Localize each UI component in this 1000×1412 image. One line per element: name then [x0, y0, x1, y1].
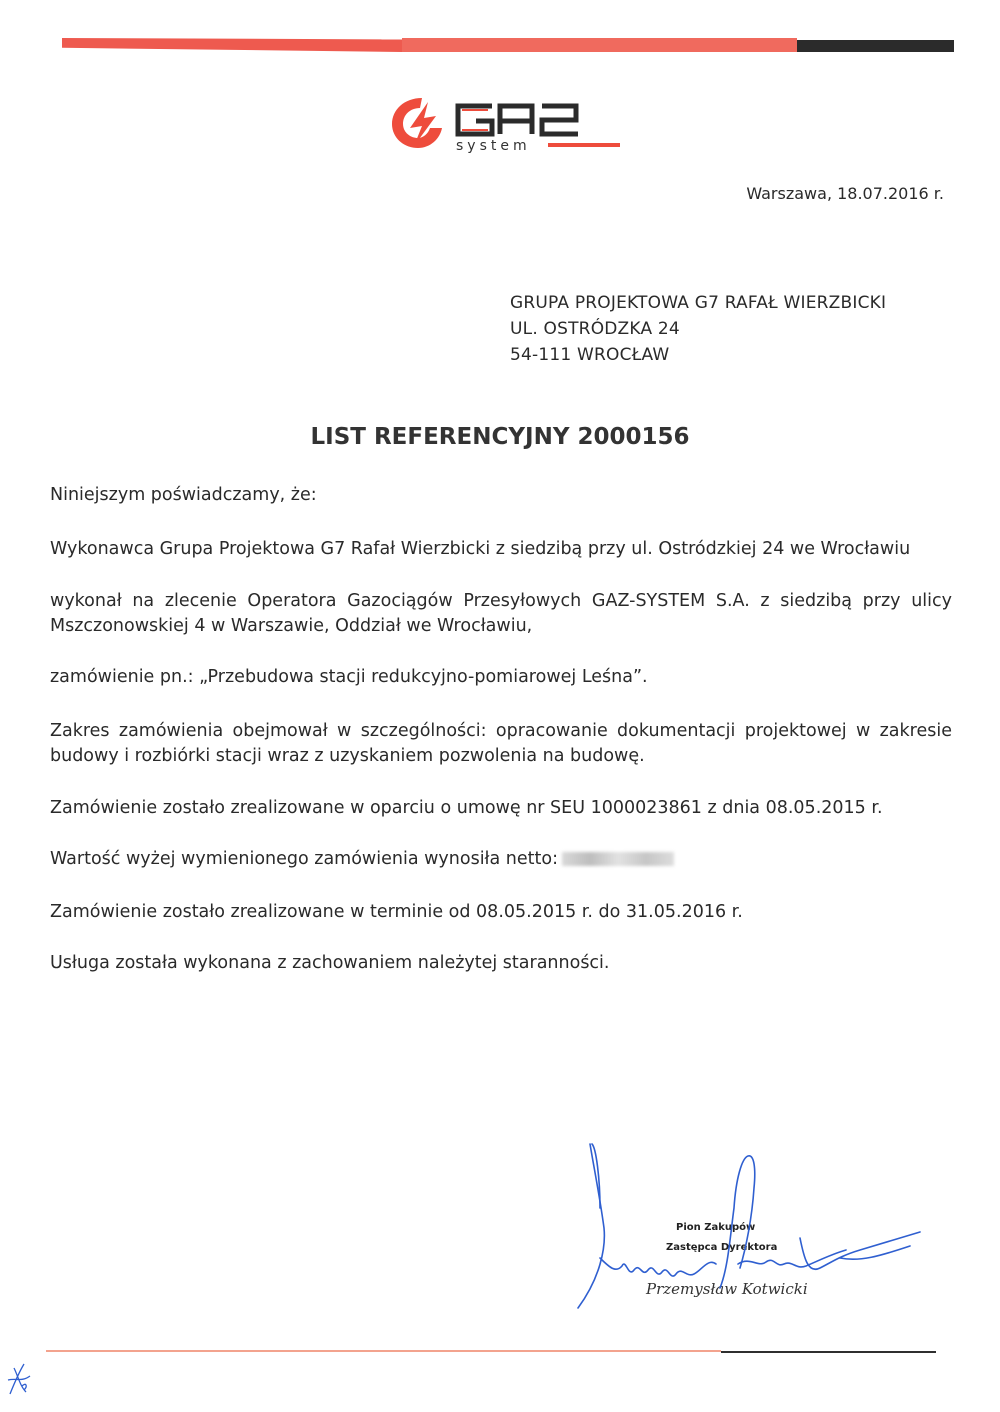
stamp-name: Przemysław Kotwicki: [646, 1280, 808, 1298]
handwritten-signature: [570, 1138, 930, 1318]
value-label: Wartość wyżej wymienionego zamówienia wynosiła netto:: [50, 849, 558, 869]
addressee-block: [510, 290, 886, 368]
document-date: Warszawa, 18.07.2016 r.: [746, 184, 944, 203]
stamp-line-1: Pion Zakupów: [676, 1222, 756, 1233]
redacted-value: [562, 852, 674, 866]
paragraph-scope: Zakres zamówienia obejmował w szczególności: opracowanie dokumentacji projektowej w zakresie budowy i rozbiórki stacji wraz z uzyskaniem pozwolenia na budowę.: [50, 721, 952, 766]
paragraph-closing: Usługa została wykonana z zachowaniem należytej staranności.: [50, 953, 610, 973]
paragraph-intro: Niniejszym poświadczamy, że:: [50, 485, 317, 505]
paragraph-order: zamówienie pn.: „Przebudowa stacji redukcyjno-pomiarowej Leśna”.: [50, 667, 648, 687]
stamp-line-2: Zastępca Dyrektora: [666, 1242, 778, 1253]
paragraph-client: wykonał na zlecenie Operatora Gazociągów Przesyłowych GAZ-SYSTEM S.A. z siedzibą przy ulicy Mszczonowskiej 4 w Warszawie, Oddział we Wrocławiu,: [50, 591, 952, 636]
gaz-system-logo: [388, 94, 624, 154]
signature-block: [570, 1138, 930, 1318]
initials-mark: [6, 1360, 32, 1396]
paragraph-value: [50, 847, 952, 872]
document-title: LIST REFERENCYJNY 2000156: [310, 424, 690, 450]
addressee-city: 54-111 WROCŁAW: [510, 345, 670, 365]
top-color-bar: [62, 38, 954, 52]
svg-text:system: system: [456, 138, 531, 154]
bottom-divider: [46, 1350, 936, 1353]
addressee-street: UL. OSTRÓDZKA 24: [510, 319, 680, 339]
paragraph-contractor: Wykonawca Grupa Projektowa G7 Rafał Wierzbicki z siedzibą przy ul. Ostródzkiej 24 we Wrocławiu: [50, 539, 911, 559]
paragraph-contract: Zamówienie zostało zrealizowane w oparciu o umowę nr SEU 1000023861 z dnia 08.05.2015 r.: [50, 798, 883, 818]
addressee-company: GRUPA PROJEKTOWA G7 RAFAŁ WIERZBICKI: [510, 293, 887, 313]
paragraph-term: Zamówienie zostało zrealizowane w terminie od 08.05.2015 r. do 31.05.2016 r.: [50, 902, 743, 922]
